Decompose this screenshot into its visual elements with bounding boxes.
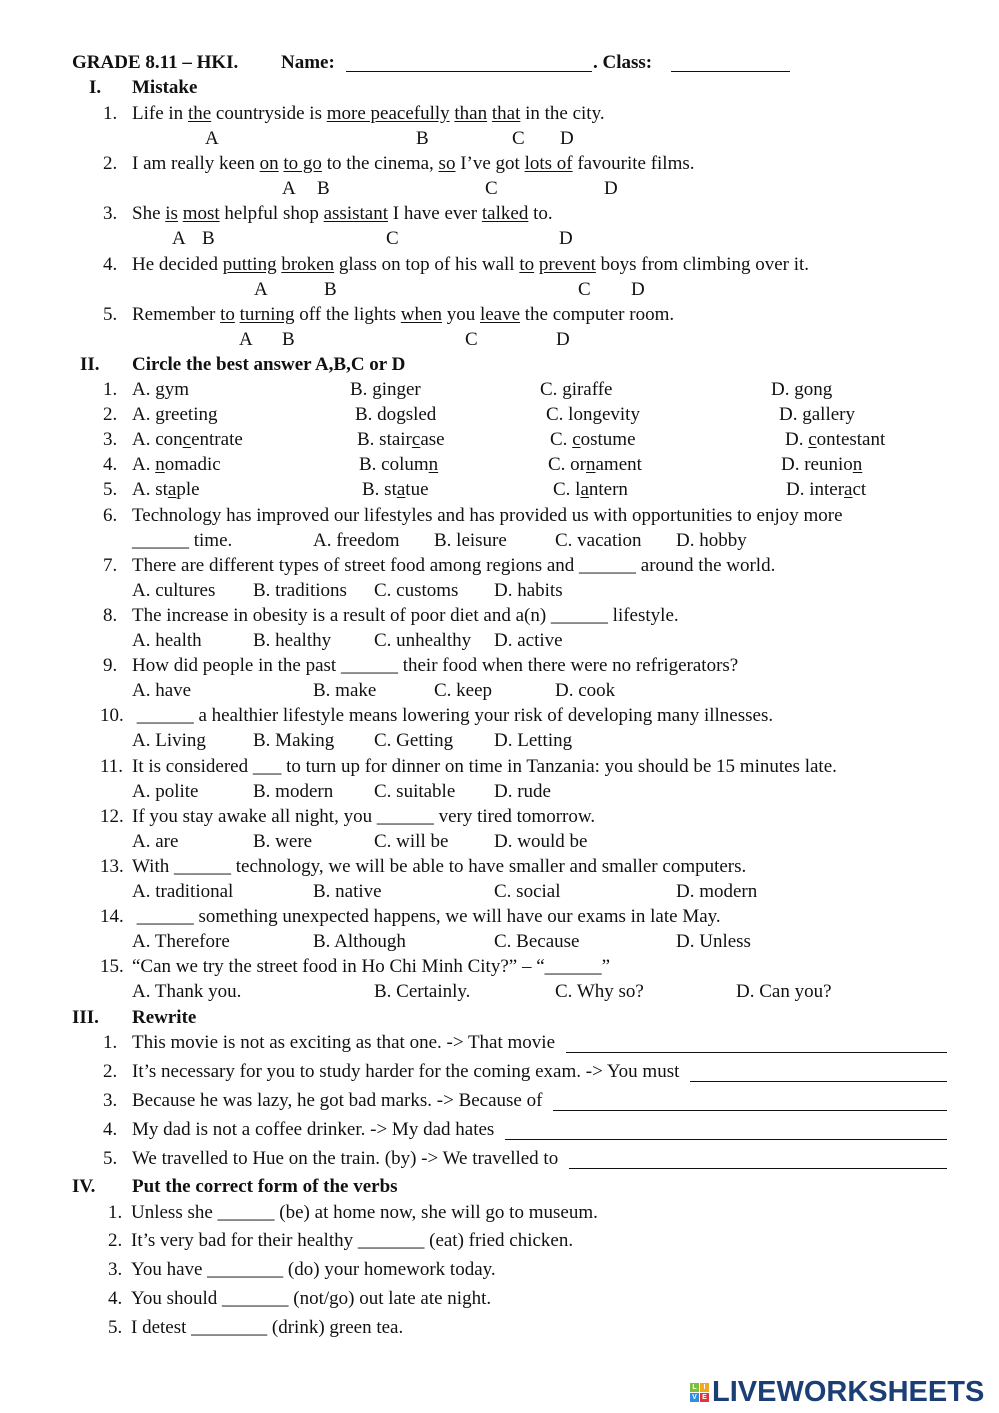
answer-line[interactable]	[569, 1150, 947, 1169]
answer-option-b[interactable]	[359, 453, 438, 477]
option-letter-d[interactable]: D	[556, 329, 570, 350]
text-part: ament	[595, 454, 642, 475]
logo-text: LIVEWORKSHEETS	[712, 1376, 985, 1408]
verb-sentence: It’s very bad for their healthy _______ (eat) fried chicken.	[131, 1230, 574, 1251]
text-part: A. con	[132, 429, 183, 450]
answer-option-d[interactable]: D. rude	[494, 781, 551, 802]
text-part: I have ever	[388, 203, 482, 224]
text-part: A.	[132, 404, 156, 425]
question-text: How did people in the past ______ their food when there were no refrigerators?	[132, 655, 739, 676]
rewrite-prompt: We travelled to Hue on the train. (by) -> We travelled to	[132, 1148, 563, 1169]
rewrite-prompt: This movie is not as exciting as that one. -> That movie	[132, 1032, 560, 1053]
underlined-part: c	[411, 429, 421, 450]
option-letter-d[interactable]: D	[559, 228, 573, 249]
answer-option-a[interactable]: A. health	[132, 630, 202, 651]
text-part: I am really keen	[132, 153, 260, 174]
name-field[interactable]	[346, 53, 592, 72]
underlined-part: g	[396, 404, 406, 425]
answer-option-d[interactable]: D. habits	[494, 580, 563, 601]
text-part: D. inter	[786, 479, 845, 500]
question-number: 2.	[103, 1061, 118, 1082]
text-part: ple	[176, 479, 200, 500]
answer-option-b[interactable]: B. leisure	[434, 530, 507, 551]
answer-option-c[interactable]: C. will be	[374, 831, 449, 852]
question-number: 2.	[103, 404, 118, 425]
underlined-part: to go	[283, 153, 322, 174]
question-number: 8.	[103, 605, 118, 626]
underlined-part: g	[562, 379, 572, 400]
text-part: reeting	[164, 404, 218, 425]
underlined-part: the	[187, 103, 212, 124]
option-letter-a[interactable]: A	[205, 128, 219, 149]
question-number: 9.	[103, 655, 118, 676]
answer-option-d[interactable]: D. active	[494, 630, 563, 651]
section-2-title: Circle the best answer A,B,C or D	[132, 354, 406, 375]
option-letter-c[interactable]: C	[485, 178, 498, 199]
text-part: omadic	[164, 454, 221, 475]
mistake-sentence	[132, 202, 553, 226]
answer-line[interactable]	[566, 1034, 947, 1053]
question-number: 3.	[103, 203, 118, 224]
question-number: 10.	[100, 705, 124, 726]
text-part: Remember	[132, 304, 221, 325]
badge-letter: V	[690, 1393, 699, 1402]
verb-sentence: You should _______ (not/go) out late ate night.	[131, 1288, 492, 1309]
underlined-part: n	[428, 454, 439, 475]
text-part: tue	[405, 479, 429, 500]
answer-option-d[interactable]	[771, 378, 832, 402]
question-number: 15.	[100, 956, 124, 977]
text-part: ontestant	[816, 429, 886, 450]
underlined-part: than	[454, 103, 488, 124]
answer-option-c[interactable]: C. keep	[434, 680, 493, 701]
answer-option-c[interactable]	[548, 453, 642, 477]
answer-option-b[interactable]	[362, 478, 429, 502]
text-part: allery	[811, 404, 855, 425]
rewrite-prompt: Because he was lazy, he got bad marks. -> Because of	[132, 1090, 548, 1111]
text-part: A.	[132, 379, 156, 400]
question-text: There are different types of street food among regions and ______ around the world.	[132, 555, 776, 576]
underlined-part: so	[438, 153, 456, 174]
text-part: you	[441, 304, 480, 325]
answer-option-d[interactable]: D. cook	[555, 680, 616, 701]
underlined-part: g	[155, 404, 165, 425]
question-number: 3.	[103, 1090, 118, 1111]
question-number: 1.	[108, 1202, 123, 1223]
text-part: D.	[785, 429, 809, 450]
answer-option-c[interactable]	[540, 378, 612, 402]
answer-line[interactable]	[505, 1121, 947, 1140]
underlined-part: g	[592, 404, 602, 425]
text-part: He decided	[132, 254, 223, 275]
answer-option-c[interactable]: C. social	[494, 881, 561, 902]
question-number: 5.	[103, 1148, 118, 1169]
underlined-part: putting	[222, 254, 277, 275]
underlined-part: g	[155, 379, 165, 400]
answer-option-d[interactable]: D. modern	[676, 881, 758, 902]
option-letter-a[interactable]: A	[254, 279, 268, 300]
answer-option-a[interactable]: A. cultures	[132, 580, 216, 601]
question-number: 5.	[108, 1317, 123, 1338]
answer-option-b[interactable]: B. native	[313, 881, 382, 902]
text-part: D. reunio	[781, 454, 853, 475]
verb-sentence: Unless she ______ (be) at home now, she will go to museum.	[131, 1202, 598, 1223]
text-part: ase	[420, 429, 445, 450]
underlined-part: g	[372, 379, 382, 400]
text-part: favourite films.	[572, 153, 695, 174]
underlined-part: c	[182, 429, 192, 450]
question-text: ______ a healthier lifestyle means lowering your risk of developing many illnesses.	[132, 705, 774, 726]
text-part: B. st	[362, 479, 397, 500]
underlined-part: that	[491, 103, 521, 124]
question-text: ______ something unexpected happens, we will have our exams in late May.	[132, 906, 721, 927]
text-part: C. l	[553, 479, 581, 500]
answer-option-d[interactable]	[786, 478, 866, 502]
answer-option-b[interactable]: B. healthy	[253, 630, 332, 651]
section-1-title: Mistake	[132, 77, 198, 98]
underlined-part: c	[808, 429, 817, 450]
question-text: Technology has improved our lifestyles and has provided us with opportunities to enjoy more	[132, 505, 843, 526]
answer-option-c[interactable]	[553, 478, 628, 502]
underlined-part: to	[519, 254, 535, 275]
question-number: 12.	[100, 806, 124, 827]
mistake-sentence	[132, 253, 809, 277]
answer-option-c[interactable]: C. suitable	[374, 781, 456, 802]
answer-option-b[interactable]: B. traditions	[253, 580, 347, 601]
underlined-part: g	[794, 379, 804, 400]
underlined-part: g	[802, 404, 812, 425]
answer-option-d[interactable]: D. Can you?	[736, 981, 832, 1002]
option-letter-b[interactable]: B	[324, 279, 337, 300]
mistake-sentence	[132, 152, 695, 176]
answer-option-b[interactable]	[357, 428, 445, 452]
underlined-part: a	[844, 479, 853, 500]
text-part: to.	[528, 203, 553, 224]
question-text: If you stay awake all night, you ______ very tired tomorrow.	[132, 806, 596, 827]
question-number: 3.	[103, 429, 118, 450]
text-part: C. or	[548, 454, 586, 475]
answer-option-a[interactable]: A. Living	[132, 730, 206, 751]
live-badge-icon	[690, 1383, 709, 1402]
underlined-part: turning	[239, 304, 295, 325]
answer-line[interactable]	[553, 1092, 947, 1111]
answer-option-b[interactable]	[350, 378, 421, 402]
underlined-part: n	[155, 454, 165, 475]
question-number: 4.	[103, 454, 118, 475]
text-part: ong	[803, 379, 833, 400]
underlined-part: n	[586, 454, 596, 475]
text-part: to the cinema,	[321, 153, 439, 174]
text-part: I’ve got	[455, 153, 525, 174]
question-number: 1.	[103, 1032, 118, 1053]
question-number: 3.	[108, 1259, 123, 1280]
answer-option-a[interactable]	[132, 453, 221, 477]
answer-option-b[interactable]: B. Making	[253, 730, 335, 751]
answer-option-b[interactable]: B. Certainly.	[374, 981, 471, 1002]
underlined-part: to	[220, 304, 235, 325]
answer-option-d[interactable]	[785, 428, 885, 452]
question-number: 2.	[103, 153, 118, 174]
answer-option-a[interactable]: A. have	[132, 680, 192, 701]
text-part: B. stair	[357, 429, 412, 450]
underlined-part: most	[182, 203, 220, 224]
answer-option-d[interactable]: D. would be	[494, 831, 588, 852]
text-part: B.	[350, 379, 373, 400]
underlined-part: a	[580, 479, 589, 500]
answer-option-a[interactable]: A. Thank you.	[132, 981, 242, 1002]
answer-option-c[interactable]: C. Because	[494, 931, 580, 952]
option-letter-b[interactable]: B	[416, 128, 429, 149]
question-text: “Can we try the street food in Ho Chi Minh City?” – “______”	[132, 956, 611, 977]
text-part: sled	[405, 404, 437, 425]
badge-letter: E	[700, 1393, 709, 1402]
text-part: ym	[164, 379, 190, 400]
section-3-title: Rewrite	[132, 1007, 197, 1028]
text-part: A.	[132, 454, 156, 475]
class-field[interactable]	[671, 53, 790, 72]
question-text: It is considered ___ to turn up for dinner on time in Tanzania: you should be 15 minutes late.	[132, 756, 837, 777]
answer-option-b[interactable]: B. were	[253, 831, 313, 852]
option-letter-c[interactable]: C	[512, 128, 525, 149]
text-part: ct	[852, 479, 867, 500]
answer-option-c[interactable]: C. vacation	[555, 530, 642, 551]
rewrite-prompt: It’s necessary for you to study harder for the coming exam. -> You must	[132, 1061, 685, 1082]
question-number: 4.	[108, 1288, 123, 1309]
underlined-part: c	[572, 429, 581, 450]
question-number: 11.	[100, 756, 124, 777]
answer-option-a[interactable]	[132, 378, 189, 402]
text-part: C.	[550, 429, 573, 450]
option-letter-d[interactable]: D	[604, 178, 618, 199]
answer-option-a[interactable]: A. freedom	[313, 530, 400, 551]
section-3-number: III.	[72, 1007, 99, 1028]
section-2-number: II.	[80, 354, 100, 375]
text-part: D.	[779, 404, 803, 425]
option-letter-d[interactable]: D	[560, 128, 574, 149]
text-part: A. st	[132, 479, 168, 500]
answer-option-a[interactable]: A. Therefore	[132, 931, 230, 952]
answer-option-a[interactable]	[132, 403, 218, 427]
answer-option-b[interactable]: B. modern	[253, 781, 334, 802]
answer-option-a[interactable]: A. traditional	[132, 881, 234, 902]
answer-option-c[interactable]: C. customs	[374, 580, 459, 601]
answer-option-d[interactable]	[779, 403, 855, 427]
question-number: 5.	[103, 304, 118, 325]
question-number: 5.	[103, 479, 118, 500]
answer-option-b[interactable]: B. make	[313, 680, 377, 701]
text-part: B. colum	[359, 454, 429, 475]
text-part: Life in	[132, 103, 188, 124]
answer-option-c[interactable]	[546, 403, 640, 427]
question-text: With ______ technology, we will be able to have smaller and smaller computers.	[132, 856, 747, 877]
text-part: iraffe	[571, 379, 613, 400]
underlined-part: a	[167, 479, 177, 500]
underlined-part: n	[852, 454, 863, 475]
text-part: ntern	[588, 479, 628, 500]
verb-sentence: You have ________ (do) your homework today.	[131, 1259, 496, 1280]
answer-option-c[interactable]: C. Getting	[374, 730, 454, 751]
text-part: She	[132, 203, 166, 224]
text-part: off the lights	[294, 304, 401, 325]
question-text: The increase in obesity is a result of poor diet and a(n) ______ lifestyle.	[132, 605, 679, 626]
text-part: C.	[540, 379, 563, 400]
option-letter-c[interactable]: C	[465, 329, 478, 350]
text-part: ostume	[580, 429, 636, 450]
question-number: 2.	[108, 1230, 123, 1251]
question-number: 13.	[100, 856, 124, 877]
answer-option-a[interactable]	[132, 428, 243, 452]
underlined-part: lots of	[524, 153, 573, 174]
underlined-part: on	[259, 153, 279, 174]
underlined-part: prevent	[538, 254, 596, 275]
answer-option-c[interactable]: C. Why so?	[555, 981, 644, 1002]
text-part: C. lon	[546, 404, 593, 425]
option-letter-d[interactable]: D	[631, 279, 645, 300]
option-letter-b[interactable]: B	[202, 228, 215, 249]
underlined-part: a	[396, 479, 406, 500]
text-part: countryside is	[211, 103, 327, 124]
mistake-sentence	[132, 102, 605, 126]
text-part: boys from climbing over it.	[595, 254, 810, 275]
name-label: Name:	[281, 52, 335, 73]
answer-option-b[interactable]: B. Although	[313, 931, 406, 952]
rewrite-prompt: My dad is not a coffee drinker. -> My dad hates	[132, 1119, 500, 1140]
underlined-part: talked	[481, 203, 529, 224]
question-number: 14.	[100, 906, 124, 927]
answer-option-d[interactable]	[781, 453, 862, 477]
option-letter-c[interactable]: C	[578, 279, 591, 300]
question-number: 4.	[103, 254, 118, 275]
option-letter-c[interactable]: C	[386, 228, 399, 249]
option-letter-b[interactable]: B	[317, 178, 330, 199]
question-text-continued: ______ time.	[132, 530, 233, 551]
grade-title: GRADE 8.11 – HKI.	[72, 52, 239, 73]
text-part: entrate	[191, 429, 243, 450]
underlined-part: broken	[281, 254, 335, 275]
underlined-part: is	[165, 203, 178, 224]
answer-option-c[interactable]	[550, 428, 636, 452]
verb-sentence: I detest ________ (drink) green tea.	[131, 1317, 404, 1338]
text-part: glass on top of his wall	[334, 254, 520, 275]
text-part: B. do	[355, 404, 397, 425]
option-letter-a[interactable]: A	[282, 178, 296, 199]
question-number: 7.	[103, 555, 118, 576]
text-part: helpful shop	[219, 203, 324, 224]
text-part: evity	[601, 404, 640, 425]
text-part: D.	[771, 379, 795, 400]
question-number: 4.	[103, 1119, 118, 1140]
underlined-part: more peacefully	[326, 103, 450, 124]
option-letter-b[interactable]: B	[282, 329, 295, 350]
section-4-title: Put the correct form of the verbs	[132, 1176, 398, 1197]
question-number: 1.	[103, 379, 118, 400]
text-part: the computer room.	[520, 304, 675, 325]
answer-option-a[interactable]: A. are	[132, 831, 179, 852]
question-number: 1.	[103, 103, 118, 124]
underlined-part: when	[400, 304, 442, 325]
text-part: in the city.	[520, 103, 605, 124]
answer-option-d[interactable]: D. hobby	[676, 530, 747, 551]
underlined-part: assistant	[323, 203, 388, 224]
answer-option-c[interactable]: C. unhealthy	[374, 630, 472, 651]
badge-letter: L	[690, 1383, 699, 1392]
section-1-number: I.	[89, 77, 102, 98]
answer-option-b[interactable]	[355, 403, 436, 427]
answer-option-a[interactable]	[132, 478, 200, 502]
section-4-number: IV.	[72, 1176, 96, 1197]
answer-option-a[interactable]: A. polite	[132, 781, 199, 802]
answer-option-d[interactable]: D. Unless	[676, 931, 751, 952]
option-letter-a[interactable]: A	[239, 329, 253, 350]
text-part: inger	[381, 379, 421, 400]
mistake-sentence	[132, 303, 674, 327]
liveworksheets-logo	[690, 1376, 984, 1409]
underlined-part: leave	[479, 304, 521, 325]
answer-line[interactable]	[690, 1063, 947, 1082]
class-label: . Class:	[593, 52, 653, 73]
question-number: 6.	[103, 505, 118, 526]
badge-letter: I	[700, 1383, 709, 1392]
option-letter-a[interactable]: A	[172, 228, 186, 249]
answer-option-d[interactable]: D. Letting	[494, 730, 573, 751]
